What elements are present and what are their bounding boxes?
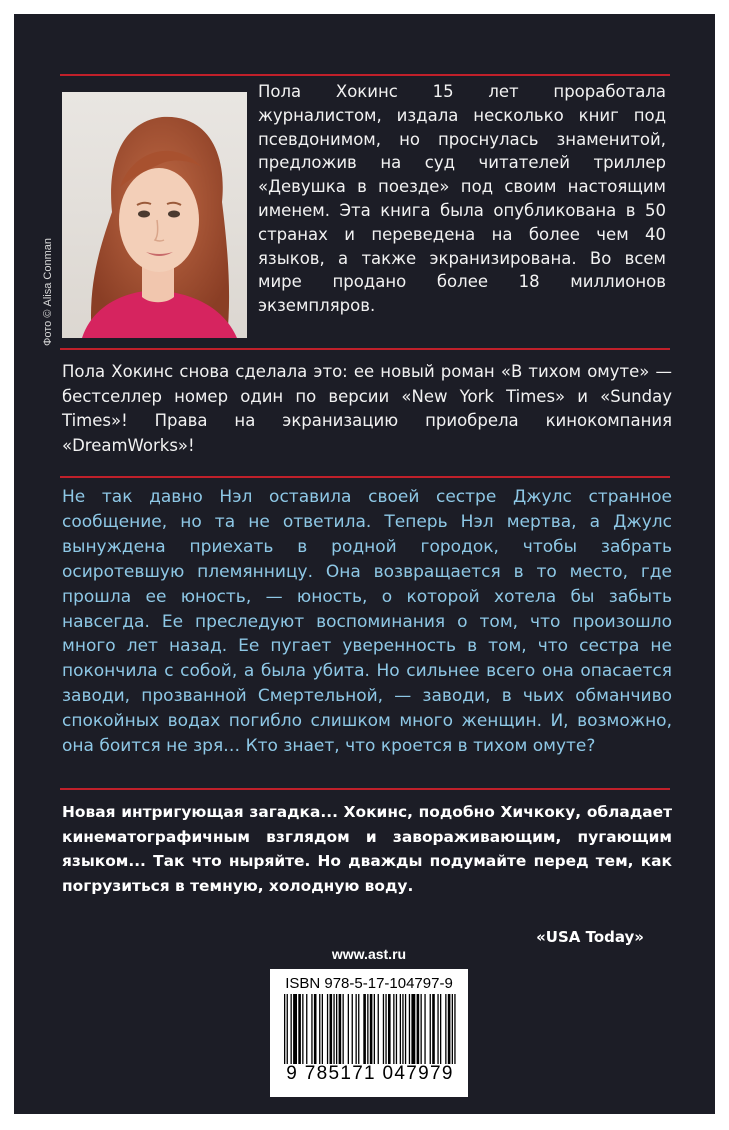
barcode-bar — [284, 994, 285, 1064]
barcode-bar — [327, 994, 328, 1064]
barcode-bar — [293, 994, 297, 1064]
barcode-bar — [333, 994, 334, 1064]
barcode-bar — [452, 994, 453, 1064]
author-bio: Пола Хокинс 15 лет проработала журналистом, издала несколько книг под псевдонимом, но проснулась знаменитой, предложив на суд читателей триллер «Девушка в поезде» под своим настоящим именем. Эта книга была опубликована в 50 странах и переведена на более чем 40 языков, а также экранизирована. Во всем мире продано более 18 миллионов экземпляров. — [258, 82, 666, 316]
barcode-bar — [363, 994, 366, 1064]
barcode-bar — [378, 994, 379, 1064]
barcode-bar — [417, 994, 420, 1064]
isbn-barcode — [270, 969, 468, 1097]
divider-rule — [60, 788, 670, 790]
barcode-bar — [402, 994, 403, 1064]
barcode-bar — [445, 994, 446, 1064]
barcode-bar — [411, 994, 415, 1064]
barcode-bar — [322, 994, 323, 1064]
barcode-bar — [454, 994, 455, 1064]
barcode-bar — [409, 994, 410, 1064]
barcode-bar — [358, 994, 359, 1064]
barcode-bar — [448, 994, 451, 1064]
divider-rule — [60, 348, 670, 350]
barcode-bar — [302, 994, 303, 1064]
barcode-bar — [287, 994, 288, 1064]
barcode-bar — [311, 994, 312, 1064]
barcode-bar — [336, 994, 337, 1064]
barcode-bar — [437, 994, 438, 1064]
barcode-bars — [284, 994, 456, 1064]
barcode-bar — [388, 994, 391, 1064]
barcode-bar — [306, 994, 307, 1064]
barcode-bar — [440, 994, 441, 1064]
barcode-bar — [314, 994, 317, 1064]
barcode-bar — [430, 994, 431, 1064]
barcode-bar — [421, 994, 422, 1064]
review-source: «USA Today» — [536, 928, 644, 946]
barcode-bar — [319, 994, 320, 1064]
barcode-bar — [374, 994, 375, 1064]
isbn-number: ISBN 978-5-17-104797-9 — [285, 975, 453, 992]
book-back-cover — [14, 14, 715, 1114]
review-quote: Новая интригующая загадка... Хокинс, подобно Хичкоку, обладает кинематографичным взглядом и завораживающим, пугающим языком... Так что ныряйте. Но дважды подумайте перед тем, как погрузиться в темную, холодную воду. — [62, 803, 672, 895]
barcode-bar — [400, 994, 401, 1064]
barcode-bar — [339, 994, 342, 1064]
barcode-bar — [396, 994, 397, 1064]
barcode-bar — [432, 994, 435, 1064]
barcode-bar — [424, 994, 425, 1064]
barcode-bar — [405, 994, 406, 1064]
publisher-url: www.ast.ru — [331, 946, 407, 962]
promo-text: Пола Хокинс снова сделала это: ее новый роман «В тихом омуте» — бестселлер номер один по версии «New York Times» и «Sunday Times»! Права на экранизацию приобрела кинокомпания «DreamWorks»! — [62, 362, 672, 455]
barcode-bar — [330, 994, 333, 1064]
photo-credit: Фото © Alisa Conman — [42, 238, 54, 346]
barcode-bar — [370, 994, 373, 1064]
barcode-bar — [367, 994, 368, 1064]
barcode-bar — [393, 994, 394, 1064]
barcode-bar — [352, 994, 353, 1064]
barcode-bar — [343, 994, 344, 1064]
barcode-digits: 9 785171 047979 — [286, 1063, 454, 1084]
book-blurb: Не так давно Нэл оставила своей сестре Джулс странное сообщение, но та не ответила. Теперь Нэл мертва, а Джулс вынуждена приехать в родной городок, чтобы забрать осиротевшую племянницу. Она возвращается в то место, где прошла ее юность, — юность, о которой хотела бы забыть навсегда. Ее преследуют воспоминания о том, что произошло много лет назад. Ее пугает уверенность в том, что сестра не покончила с собой, а была убита. Но сильнее всего она опасается заводи, прозванной Смертельной, — заводи, в чьих обманчиво спокойных водах погибло слишком много женщин. И, возможно, она боится не зря… Кто знает, что кроется в тихом омуте? — [62, 487, 672, 757]
barcode-bar — [348, 994, 349, 1064]
barcode-bar — [385, 994, 386, 1064]
divider-rule — [60, 74, 670, 76]
barcode-bar — [291, 994, 292, 1064]
barcode-bar — [356, 994, 357, 1064]
barcode-bar — [383, 994, 384, 1064]
barcode-bar — [298, 994, 301, 1064]
author-photo — [62, 92, 247, 338]
divider-rule — [60, 476, 670, 478]
